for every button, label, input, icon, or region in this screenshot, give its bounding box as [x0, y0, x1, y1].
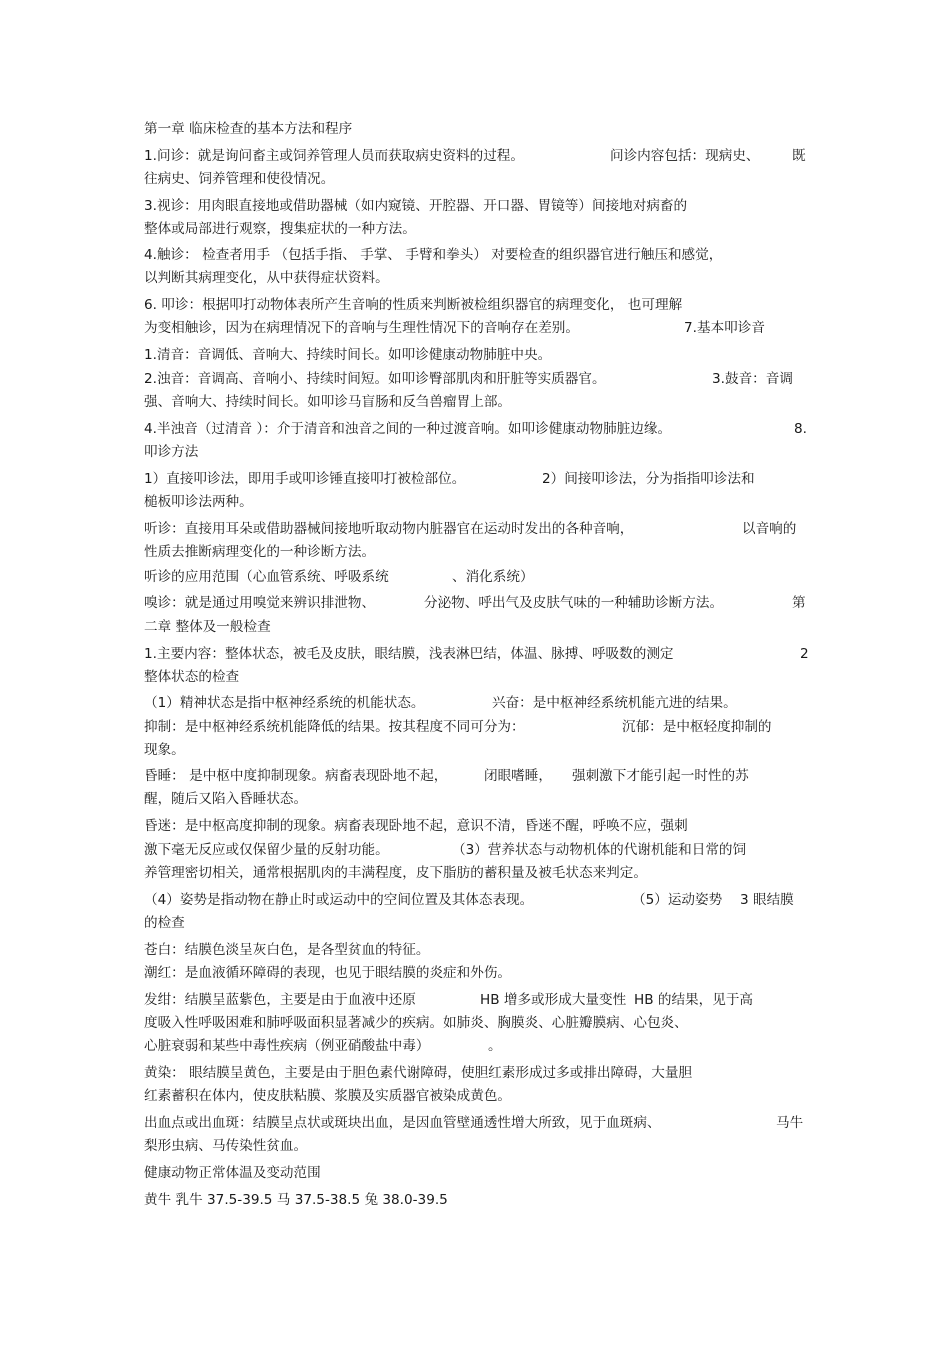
- text-segment: 分泌物、呼出气及皮肤气味的一种辅助诊断方法。: [424, 595, 724, 611]
- text-line: [144, 1064, 810, 1082]
- text-segment: 2）间接叩诊法，分为指指叩诊法和: [542, 471, 755, 487]
- text-segment: 苍白：结膜色淡呈灰白色，是各型贫血的特征。: [144, 942, 430, 958]
- text-line: [144, 718, 810, 736]
- text-line: [144, 991, 810, 1009]
- text-line: [144, 864, 810, 882]
- text-line: [144, 443, 810, 461]
- text-line: [144, 618, 810, 636]
- text-line: [144, 668, 810, 686]
- text-line: [144, 520, 810, 538]
- text-segment: HB 的结果，见于高: [634, 992, 754, 1008]
- text-line: [144, 420, 810, 438]
- text-segment: 马牛: [776, 1115, 804, 1131]
- text-segment: （4）姿势是指动物在静止时或运动中的空间位置及其体态表现。: [144, 892, 534, 908]
- text-line: [144, 246, 810, 264]
- text-segment: HB 增多或形成大量变性: [480, 992, 627, 1008]
- text-segment: 的检查: [144, 915, 185, 931]
- text-segment: 听诊的应用范围（心血管系统、呼吸系统: [144, 569, 389, 585]
- text-line: [144, 891, 810, 909]
- text-segment: 3.鼓音：音调: [712, 371, 793, 387]
- text-segment: 出血点或出血斑：结膜呈点状或斑块出血，是因血管壁通透性增大所致，见于血斑病、: [144, 1115, 661, 1131]
- text-line: [144, 493, 810, 511]
- text-segment: 往病史、饲养管理和使役情况。: [144, 171, 335, 187]
- text-segment: 性质去推断病理变化的一种诊断方法。: [144, 544, 376, 560]
- text-line: [144, 393, 810, 411]
- text-segment: 问诊内容包括：现病史、: [610, 148, 760, 164]
- text-line: [144, 645, 810, 663]
- text-segment: 4.半浊音（过清音 ）：介于清音和浊音之间的一种过渡音响。如叩诊健康动物肺脏边缘。: [144, 421, 672, 437]
- text-segment: 8.: [794, 421, 807, 437]
- text-line: [144, 741, 810, 759]
- text-line: [144, 147, 810, 165]
- text-line: [144, 170, 810, 188]
- text-segment: 发绀：结膜呈蓝紫色，主要是由于血液中还原: [144, 992, 416, 1008]
- text-line: [144, 220, 810, 238]
- text-line: [144, 1191, 810, 1209]
- text-segment: 既: [792, 148, 806, 164]
- text-segment: 昏迷：是中枢高度抑制的现象。病畜表现卧地不起，意识不清，昏迷不醒，呼唤不应，强刺: [144, 818, 688, 834]
- text-segment: 1.问诊：就是询问畜主或饲养管理人员而获取病史资料的过程。: [144, 148, 524, 164]
- text-line: [144, 841, 810, 859]
- text-line: [144, 1114, 810, 1132]
- text-segment: 黄牛 乳牛 37.5-39.5 马 37.5-38.5 兔 38.0-39.5: [144, 1192, 448, 1208]
- text-segment: 第一章 临床检查的基本方法和程序: [144, 121, 353, 137]
- text-segment: 第: [792, 595, 806, 611]
- text-segment: 4.触诊： 检查者用手 （包括手指、 手掌、 手臂和拳头） 对要检查的组织器官进行触压和感觉，: [144, 247, 723, 263]
- text-segment: 现象。: [144, 742, 185, 758]
- text-line: [144, 767, 810, 785]
- text-segment: 醒，随后又陷入昏睡状态。: [144, 791, 308, 807]
- text-segment: 兴奋：是中枢神经系统机能亢进的结果。: [492, 695, 737, 711]
- text-line: [144, 1037, 810, 1055]
- text-line: [144, 319, 810, 337]
- text-segment: 养管理密切相关，通常根据肌肉的丰满程度，皮下脂肪的蓄积量及被毛状态来判定。: [144, 865, 647, 881]
- text-segment: 、消化系统）: [452, 569, 534, 585]
- text-segment: 槌板叩诊法两种。: [144, 494, 253, 510]
- text-line: [144, 197, 810, 215]
- text-segment: 强、音响大、持续时间长。如叩诊马盲肠和反刍兽瘤胃上部。: [144, 394, 512, 410]
- text-segment: （3）营养状态与动物机体的代谢机能和日常的饲: [452, 842, 747, 858]
- text-segment: 抑制：是中枢神经系统机能降低的结果。按其程度不同可分为：: [144, 719, 525, 735]
- text-line: [144, 817, 810, 835]
- text-segment: （1）精神状态是指中枢神经系统的机能状态。: [144, 695, 425, 711]
- text-segment: 昏睡： 是中枢中度抑制现象。病畜表现卧地不起，: [144, 768, 448, 784]
- text-segment: 闭眼嗜睡，: [484, 768, 552, 784]
- text-segment: 度吸入性呼吸困难和肺呼吸面积显著减少的疾病。如肺炎、胸膜炎、心脏瓣膜病、心包炎、: [144, 1015, 688, 1031]
- text-segment: 二章 整体及一般检查: [144, 619, 271, 635]
- text-segment: 6. 叩诊：根据叩打动物体表所产生音响的性质来判断被检组织器官的病理变化， 也可理解: [144, 297, 683, 313]
- text-segment: 7.基本叩诊音: [684, 320, 765, 336]
- text-segment: 红素蓄积在体内，使皮肤粘膜、浆膜及实质器官被染成黄色。: [144, 1088, 512, 1104]
- text-segment: 1.清音：音调低、音响大、持续时间长。如叩诊健康动物肺脏中央。: [144, 347, 552, 363]
- text-line: [144, 964, 810, 982]
- text-segment: 2.浊音：音调高、音响小、持续时间短。如叩诊臀部肌肉和肝脏等实质器官。: [144, 371, 606, 387]
- text-segment: 1）直接叩诊法，即用手或叩诊锤直接叩打被检部位。: [144, 471, 466, 487]
- text-segment: 潮红：是血液循环障碍的表现，也见于眼结膜的炎症和外伤。: [144, 965, 512, 981]
- text-line: [144, 941, 810, 959]
- text-segment: 。: [488, 1038, 502, 1054]
- text-line: [144, 1087, 810, 1105]
- text-line: [144, 370, 810, 388]
- text-segment: 整体或局部进行观察，搜集症状的一种方法。: [144, 221, 416, 237]
- text-segment: 嗅诊：就是通过用嗅觉来辨识排泄物、: [144, 595, 376, 611]
- text-line: [144, 914, 810, 932]
- text-segment: 1.主要内容：整体状态，被毛及皮肤，眼结膜，浅表淋巴结，体温、脉搏、呼吸数的测定: [144, 646, 674, 662]
- text-segment: 以音响的: [742, 521, 797, 537]
- text-segment: 以判断其病理变化，从中获得症状资料。: [144, 270, 389, 286]
- text-segment: 为变相触诊，因为在病理情况下的音响与生理性情况下的音响存在差别。: [144, 320, 579, 336]
- text-segment: 强刺激下才能引起一时性的苏: [572, 768, 749, 784]
- text-segment: （5）运动姿势: [632, 892, 723, 908]
- text-segment: 2: [800, 646, 809, 662]
- text-line: [144, 790, 810, 808]
- text-line: [144, 1014, 810, 1032]
- text-line: [144, 346, 810, 364]
- text-segment: 叩诊方法: [144, 444, 199, 460]
- text-line: [144, 120, 810, 138]
- text-line: [144, 594, 810, 612]
- text-segment: 整体状态的检查: [144, 669, 240, 685]
- text-segment: 3 眼结膜: [740, 892, 794, 908]
- text-line: [144, 296, 810, 314]
- text-segment: 黄染： 眼结膜呈黄色，主要是由于胆色素代谢障碍，使胆红素形成过多或排出障碍，大量胆: [144, 1065, 693, 1081]
- text-segment: 心脏衰弱和某些中毒性疾病（例亚硝酸盐中毒）: [144, 1038, 430, 1054]
- text-line: [144, 1164, 810, 1182]
- text-line: [144, 269, 810, 287]
- text-segment: 3.视诊：用肉眼直接地或借助器械（如内窥镜、开腔器、开口器、胃镜等）间接地对病畜的: [144, 198, 688, 214]
- text-segment: 健康动物正常体温及变动范围: [144, 1165, 321, 1181]
- text-segment: 听诊：直接用耳朵或借助器械间接地听取动物内脏器官在运动时发出的各种音响，: [144, 521, 634, 537]
- text-line: [144, 568, 810, 586]
- text-segment: 激下毫无反应或仅保留少量的反射功能。: [144, 842, 389, 858]
- text-line: [144, 543, 810, 561]
- text-line: [144, 694, 810, 712]
- text-line: [144, 1137, 810, 1155]
- text-line: [144, 470, 810, 488]
- text-segment: 沉郁：是中枢轻度抑制的: [622, 719, 772, 735]
- text-segment: 梨形虫病、马传染性贫血。: [144, 1138, 308, 1154]
